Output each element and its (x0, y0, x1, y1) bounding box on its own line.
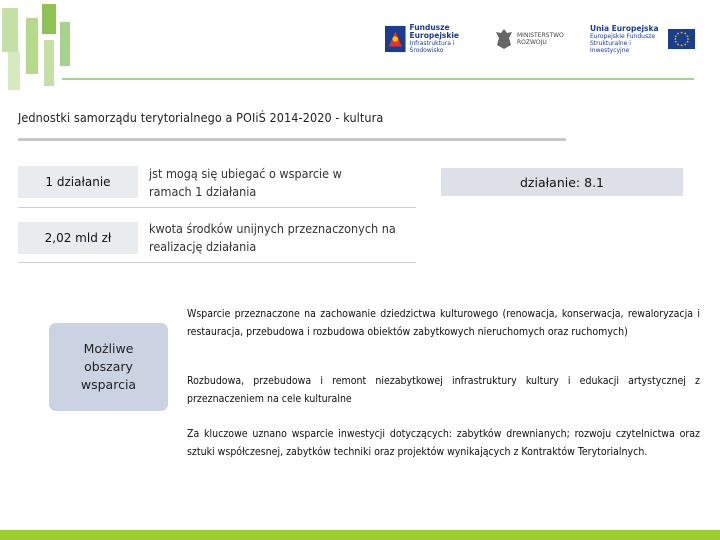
description-funding-amount: kwota środków unijnych przeznaczonych na realizację działania (149, 221, 396, 254)
decorative-squares (0, 0, 80, 100)
header-divider (62, 78, 694, 80)
row-divider (18, 262, 416, 263)
tag-actions-count: 1 działanie (18, 166, 138, 198)
support-paragraph: Wsparcie przeznaczone na zachowanie dziedzictwa kulturowego (renowacja, konserwacja, rewaloryzacja i restauracja, przebudowa i rozbudowa obiektów zabytkowych nieruchomych oraz ruchomych) (187, 308, 700, 338)
tag-funding-amount: 2,02 mld zł (18, 222, 138, 254)
support-paragraph: Za kluczowe uznano wsparcie inwestycji dotyczących: zabytków drewnianych; rozwoju czytelnictwa oraz sztuki współczesnej, zabytków techniki oraz projektów wynikających z Kontraktów Terytorialnych. (187, 428, 700, 458)
action-number-box: działanie: 8.1 (441, 168, 683, 196)
logos-strip (385, 18, 695, 60)
ministry-line2: ROZWOJU (517, 39, 547, 46)
ue-logo (590, 18, 695, 60)
fe-logo-line2: Europejskie (409, 31, 459, 40)
eu-flag-icon (668, 28, 695, 50)
eagle-icon (495, 27, 513, 51)
fe-logo-icon (385, 25, 406, 53)
support-areas-label: Możliwe obszary wsparcia (80, 341, 137, 392)
ministry-line1: MINISTERSTWO (517, 32, 564, 39)
bottom-accent-bar (0, 530, 720, 540)
ue-line3: Strukturalne i Inwestycyjne (590, 39, 631, 54)
ministry-logo (495, 18, 575, 60)
fe-logo-line1: Fundusze (409, 23, 450, 32)
description-actions-count: jst mogą się ubiegać o wsparcie w ramach 1 działania (149, 166, 342, 199)
fe-logo (385, 18, 485, 60)
page-title: Jednostki samorządu terytorialnego a POIiŚ 2014-2020 - kultura (18, 110, 384, 125)
support-areas-box (49, 323, 168, 411)
fe-logo-line3: Infrastruktura i Środowisko (409, 40, 455, 54)
ue-line1: Unia Europejska (590, 23, 659, 33)
title-underline (18, 138, 566, 141)
support-paragraph: Rozbudowa, przebudowa i remont niezabytkowej infrastruktury kultury i edukacji artystycznej z przeznaczeniem na cele kulturalne (187, 375, 700, 405)
ue-line2: Europejskie Fundusze (590, 32, 655, 40)
row-divider (18, 207, 416, 208)
